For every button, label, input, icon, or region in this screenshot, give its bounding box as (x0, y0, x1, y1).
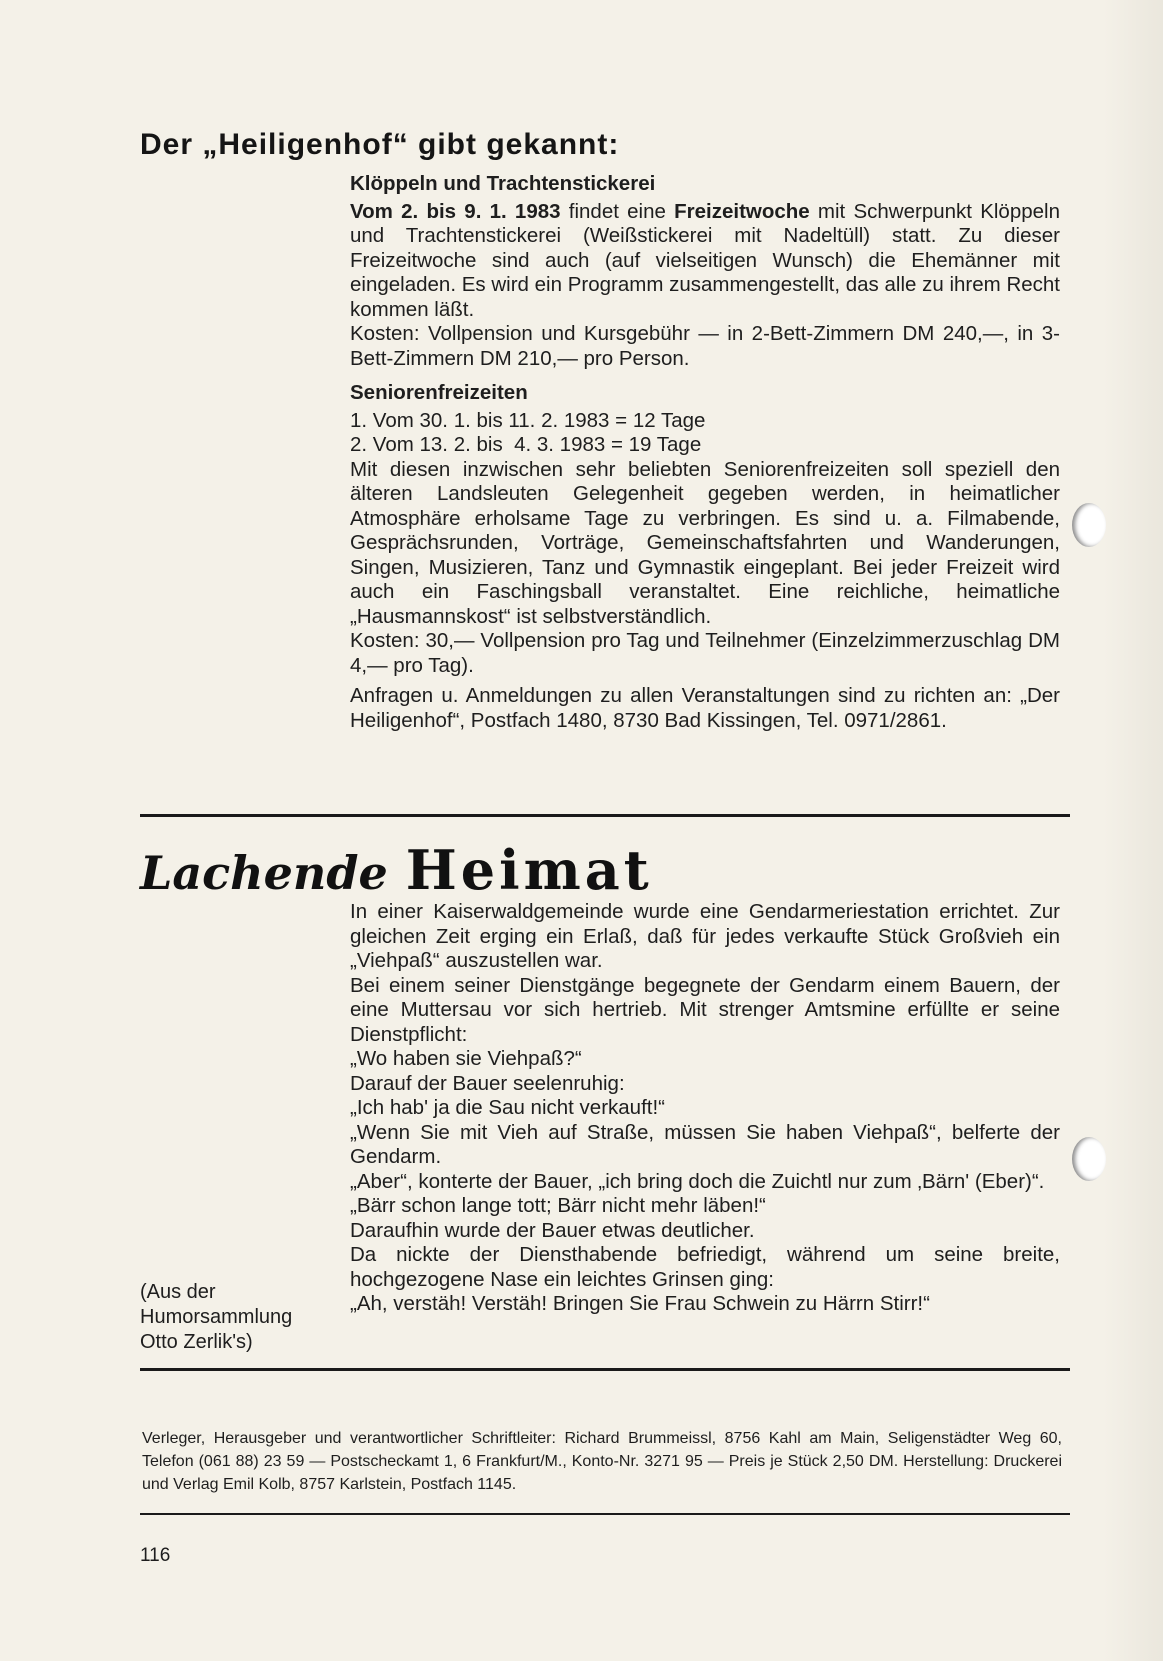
anecdote-paragraph: „Wenn Sie mit Vieh auf Straße, müssen Sie haben Viehpaß“, belferte der Gendarm. (350, 1120, 1060, 1168)
source-line: Humorsammlung (140, 1306, 293, 1328)
kloeppeln-text-a: findet eine (560, 199, 675, 223)
divider-rule-2 (140, 1368, 1070, 1371)
senioren-date-1: 1. Vom 30. 1. bis 11. 2. 1983 = 12 Tage (350, 408, 706, 432)
punch-hole-icon (1072, 503, 1106, 547)
anecdote-paragraph: „Ich hab' ja die Sau nicht verkauft!“ (350, 1096, 665, 1119)
contact-paragraph: Anfragen u. Anmeldungen zu allen Veranstaltungen sind zu richten an: „Der Heiligenhof“, Postfach 1480, 8730 Bad Kissingen, Tel. 0971/2861. (350, 684, 1060, 732)
anecdote-paragraph: „Bärr schon lange tott; Bärr nicht mehr läben!“ (350, 1194, 766, 1217)
divider-rule-1 (140, 814, 1070, 817)
kloeppeln-text-b: mit Schwerpunkt Klöppeln und Trachtenstickerei (Weißstickerei mit Nadeltüll) statt. Zu dieser Freizeitwoche sind auch (auf vielseitigen Wunsch) die Ehemänner mit eingeladen. Es wird ein Programm zusammengestellt, das alle zu ihrem Recht kommen läßt. (350, 199, 1060, 321)
senioren-date-2: 2. Vom 13. 2. bis 4. 3. 1983 = 19 Tage (350, 433, 702, 456)
punch-hole-icon (1072, 1137, 1106, 1181)
page-edge-shadow (1103, 0, 1163, 1661)
anecdote-paragraph: „Ah, verstäh! Verstäh! Bringen Sie Frau Schwein zu Härrn Stirr!“ (350, 1292, 930, 1315)
senioren-paragraph: Mit diesen inzwischen sehr beliebten Seniorenfreizeiten soll speziell den älteren Landsleuten Gelegenheit gegeben werden, in heimatlicher Atmosphäre erholsame Tage zu verbringen. Es sind u. a. Filmabende, Gesprächsrunden, Vorträge, Gemeinschaftsfahrten und Wanderungen, Singen, Musizieren, Tanz und Gymnastik eingeplant. Bei jeder Freizeit wird auch ein Faschingsball veranstaltet. Eine reichliche, heimatliche „Hausmannskost“ ist selbstverständlich. (350, 457, 1060, 628)
heiligenhof-column (350, 172, 1060, 733)
heading-kloeppeln: Klöppeln und Trachtenstickerei (350, 172, 656, 195)
heading-senioren: Seniorenfreizeiten (350, 381, 528, 404)
anecdote-paragraph: Daraufhin wurde der Bauer etwas deutlicher. (350, 1218, 755, 1242)
divider-rule-3 (140, 1513, 1070, 1515)
anecdote-paragraph: „Wo haben sie Viehpaß?“ (350, 1047, 582, 1070)
page-number: 116 (140, 1545, 171, 1566)
source-line: Otto Zerlik's) (140, 1331, 253, 1353)
imprint-text: Verleger, Herausgeber und verantwortlicher Schriftleiter: Richard Brummeissl, 8756 Kahl am Main, Seligenstädter Weg 60, Telefon (061 88) 23 59 — Postscheckamt 1, 6 Frankfurt/M., Konto-Nr. 3271 95 — Preis je Stück 2,50 DM. Herstellung: Druckerei und Verlag Emil Kolb, 8757 Karlstein, Postfach 1145. (142, 1430, 1062, 1493)
anecdote-paragraph: Da nickte der Diensthabende befriedigt, während um seine breite, hochgezogene Nase ein leichtes Grinsen ging: (350, 1243, 1060, 1291)
kloeppeln-paragraph (350, 200, 1060, 323)
source-note (140, 1280, 292, 1355)
anecdote-paragraph: In einer Kaiserwaldgemeinde wurde eine Gendarmeriestation errichtet. Zur gleichen Zeit erging ein Erlaß, daß für jedes verkaufte Stück Großvieh ein „Viehpaß“ auszustellen war. (350, 900, 1060, 972)
anecdote-paragraph: „Aber“, konterte der Bauer, „ich bring doch die Zuichtl nur zum ‚Bärn' (Eber)“. (350, 1169, 1045, 1193)
section-title-lachende-heimat (140, 838, 653, 902)
title-word-lachende: Lachende (140, 846, 388, 900)
freizeitwoche-label: Freizeitwoche (674, 199, 810, 223)
kloeppeln-date: Vom 2. bis 9. 1. 1983 (350, 199, 561, 223)
title-word-heimat: Heimat (405, 838, 653, 902)
anecdote-paragraph: Darauf der Bauer seelenruhig: (350, 1071, 625, 1095)
anecdote-column (350, 900, 1060, 1317)
kloeppeln-costs: Kosten: Vollpension und Kursgebühr — in 2-Bett-Zimmern DM 240,—, in 3-Bett-Zimmern DM 210,— pro Person. (350, 322, 1060, 370)
senioren-costs: Kosten: 30,— Vollpension pro Tag und Teilnehmer (Einzelzimmerzuschlag DM 4,— pro Tag). (350, 629, 1060, 677)
anecdote-paragraph: Bei einem seiner Dienstgänge begegnete der Gendarm einem Bauern, der eine Muttersau vor sich hertrieb. Mit strenger Amtsmine erfüllte er seine Dienstpflicht: (350, 973, 1060, 1046)
section-title-heiligenhof: Der „Heiligenhof“ gibt gekannt: (140, 128, 620, 161)
source-line: (Aus der (140, 1281, 216, 1303)
